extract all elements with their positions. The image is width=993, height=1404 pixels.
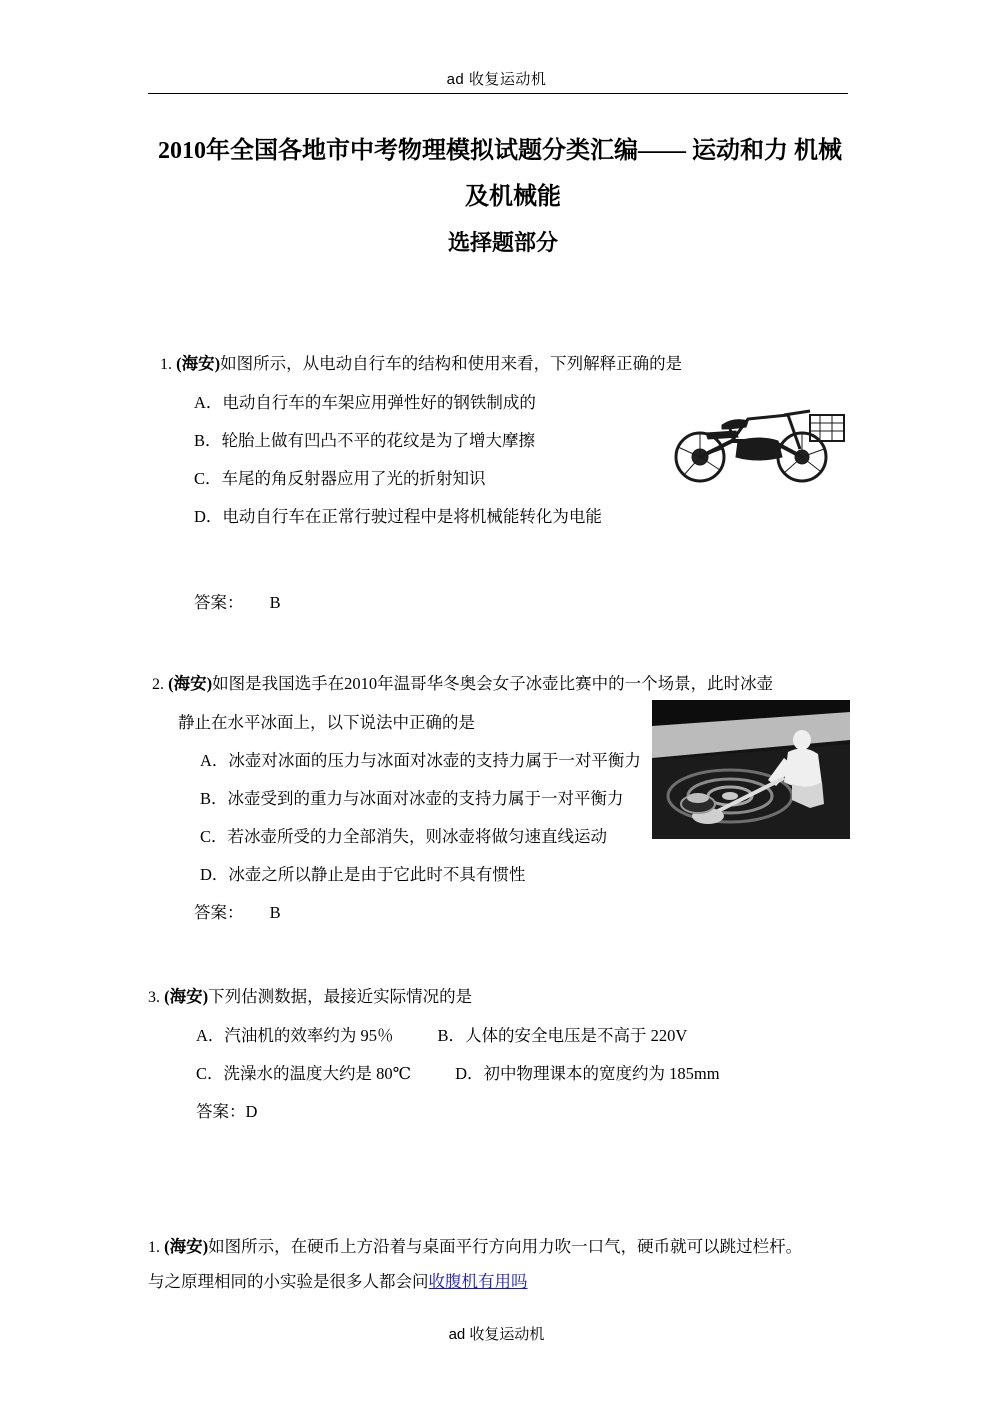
question-3-answer: [148, 1093, 888, 1131]
question-4-stem-text-2: 与之原理相同的小实验是很多人都会问: [148, 1272, 429, 1291]
question-3-option-c: C．洗澡水的温度大约是 80℃: [196, 1064, 412, 1083]
question-1-tag: (海安): [176, 354, 221, 373]
curling-athlete-image: [652, 700, 850, 839]
question-1-answer: [160, 584, 880, 622]
question-3-option-b: B．人体的安全电压是不高于 220V: [437, 1026, 688, 1045]
document-title-block: [148, 128, 848, 266]
question-1-option-a: A．电动自行车的车架应用弹性好的钢铁制成的: [194, 393, 536, 412]
question-1-stem-text: 如图所示，从电动自行车的结构和使用来看，下列解释正确的是: [220, 354, 683, 373]
electric-bicycle-image: [660, 385, 860, 490]
question-4-stem-line2: [148, 1267, 878, 1297]
question-2-answer-label: 答案：: [194, 903, 244, 922]
question-1-answer-label: 答案：: [194, 593, 244, 612]
question-1-stem: [160, 345, 880, 384]
question-2-option-a: A．冰壶对冰面的压力与冰面对冰壶的支持力属于一对平衡力: [200, 751, 641, 770]
question-3: [148, 978, 888, 1131]
question-3-option-a: A．汽油机的效率约为 95％: [196, 1026, 394, 1045]
question-1-option-c: C．车尾的角反射器应用了光的折射知识: [194, 469, 486, 488]
footer-ad-text: ad 收复运动机: [448, 1326, 545, 1343]
question-2-stem-text-1: 如图是我国选手在2010年温哥华冬奥会女子冰壶比赛中的一个场景，此时冰壶: [212, 674, 774, 693]
header-ad-text: ad 收复运动机: [446, 71, 547, 88]
question-2-option-b: B．冰壶受到的重力与冰面对冰壶的支持力属于一对平衡力: [200, 789, 624, 808]
question-2-answer: [152, 894, 882, 932]
question-3-options-row-1: [148, 1017, 888, 1055]
question-2-stem-line2: 静止在水平冰面上，以下说法中正确的是: [178, 713, 475, 732]
related-experiment-link[interactable]: 收腹机有用吗: [428, 1272, 528, 1291]
question-4-number: 1.: [148, 1239, 160, 1256]
question-4-stem-text-1: 如图所示，在硬币上方沿着与桌面平行方向用力吹一口气，硬币就可以跳过栏杆。: [208, 1237, 803, 1256]
question-2-stem-line1: [152, 665, 882, 704]
question-3-stem-text: 下列估测数据，最接近实际情况的是: [208, 987, 473, 1006]
question-4-stem-line1: [148, 1228, 878, 1267]
question-4: [148, 1228, 878, 1297]
question-1-number: 1.: [160, 356, 172, 373]
header-divider: [148, 93, 848, 94]
question-1-answer-value: B: [269, 593, 281, 612]
question-2-number: 2.: [152, 676, 164, 693]
question-3-tag: (海安): [164, 987, 209, 1006]
question-3-number: 3.: [148, 989, 160, 1006]
question-3-options-row-2: [148, 1055, 888, 1093]
page-title-continued: 及机械能: [465, 184, 561, 210]
question-1-option-b: B．轮胎上做有凹凸不平的花纹是为了增大摩擦: [194, 431, 536, 450]
question-2-option-d: D．冰壶之所以静止是由于它此时不具有惯性: [200, 865, 526, 884]
question-2-tag: (海安): [168, 674, 213, 693]
question-2-option-c: C．若冰壶所受的力全部消失，则冰壶将做匀速直线运动: [200, 827, 608, 846]
question-1-option-d: D．电动自行车在正常行驶过程中是将机械能转化为电能: [194, 507, 602, 526]
question-3-option-d: D．初中物理课本的宽度约为 185mm: [455, 1064, 720, 1083]
question-4-tag: (海安): [164, 1237, 209, 1256]
section-title: 选择题部分: [447, 230, 558, 255]
question-3-stem: [148, 978, 888, 1017]
question-3-answer-value: D: [245, 1102, 258, 1121]
question-3-answer-label: 答案：: [196, 1102, 246, 1121]
question-2-answer-value: B: [269, 903, 281, 922]
page-title: 2010年全国各地市中考物理模拟试题分类汇编—— 运动和力 机械: [158, 138, 842, 164]
